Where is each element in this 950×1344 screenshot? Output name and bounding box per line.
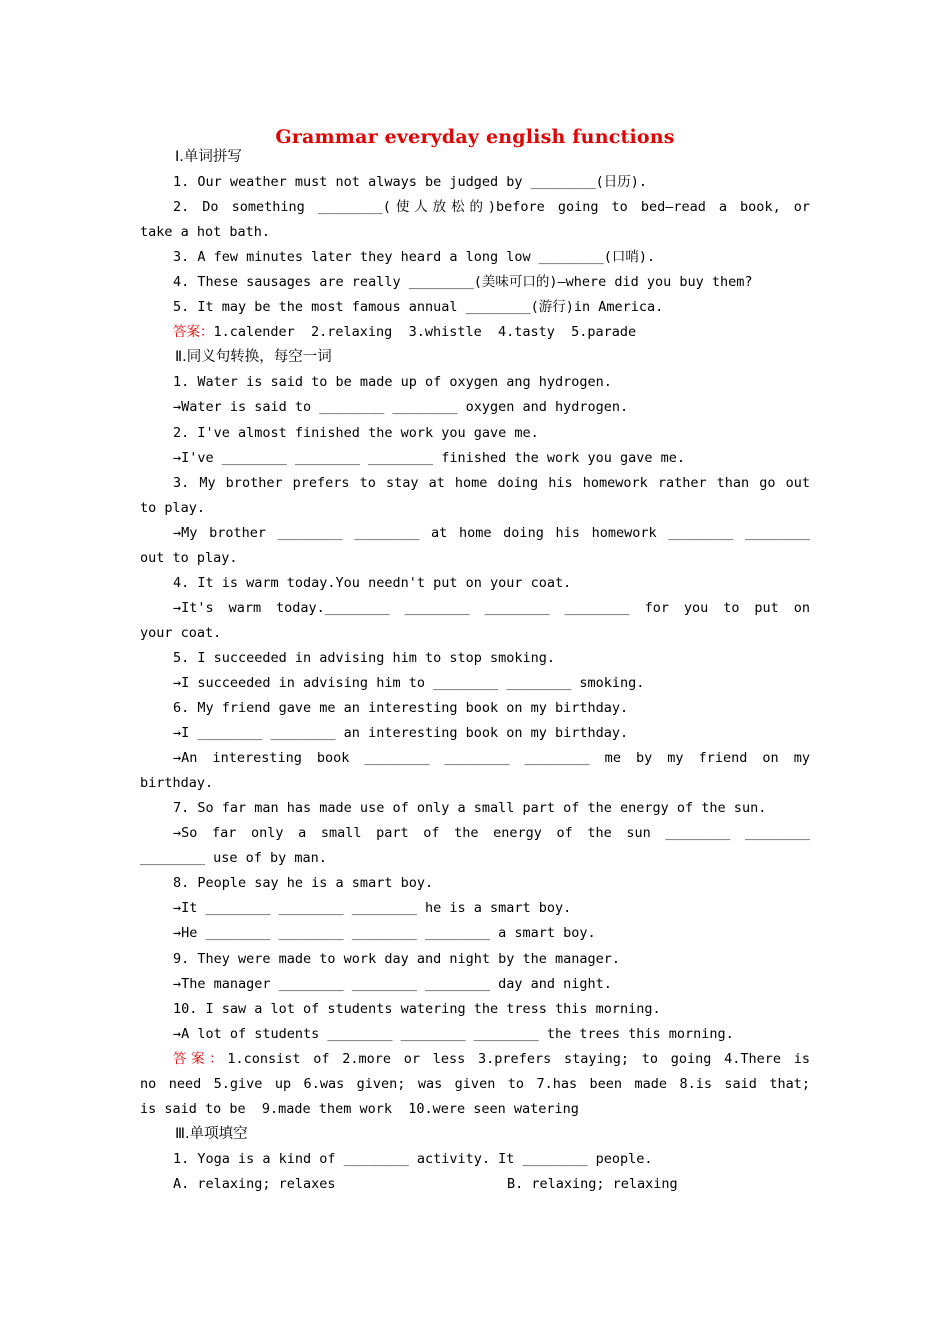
s3-option-a: A. relaxing; relaxes	[173, 1175, 336, 1192]
section-1-heading: Ⅰ.单词拼写	[175, 149, 242, 165]
s2-rewrite-10: →A lot of students ________ ________ ________ the trees this morning.	[173, 1025, 734, 1042]
s2-rewrite-3: →My brother ________ ________ at home doing his homework ________ ________	[173, 524, 810, 541]
s2-answer-text-a: 1.consist of 2.more or less 3.prefers staying; to going 4.There is	[227, 1050, 811, 1067]
s2-answers-cont-2: is said to be 9.made them work 10.were seen watering	[140, 1100, 579, 1117]
s2-question-8: 8. People say he is a smart boy.	[173, 875, 434, 892]
s2-rewrite-9: →The manager ________ ________ ________ day and night.	[173, 975, 612, 992]
s2-rewrite-4: →It's warm today.________ ________ ________ ________ for you to put on	[173, 599, 810, 616]
s1-question-4: 4. These sausages are really ________(美味可口的)—where did you buy them?	[173, 274, 753, 291]
s2-rewrite-6a: →I ________ ________ an interesting book on my birthday.	[173, 725, 629, 742]
s1-question-2: 2. Do something ________(使人放松的)before going to bed—read a book, or	[173, 199, 810, 216]
s2-rewrite-3-cont: out to play.	[140, 549, 238, 566]
s2-rewrite-4-cont: your coat.	[140, 624, 222, 641]
section-2-heading: Ⅱ.同义句转换，每空一词	[175, 349, 332, 366]
s2-answers-cont-1: no need 5.give up 6.was given; was given to 7.has been made 8.is said that;	[140, 1075, 810, 1092]
s1-question-1: 1. Our weather must not always be judged by ________(日历).	[173, 174, 648, 191]
s2-question-5: 5. I succeeded in advising him to stop smoking.	[173, 649, 556, 666]
document-title: Grammar everyday english functions	[275, 126, 675, 148]
s2-question-2: 2. I've almost finished the work you gave me.	[173, 424, 539, 441]
s1-answers	[140, 320, 810, 345]
s2-rewrite-2: →I've ________ ________ ________ finished the work you gave me.	[173, 449, 686, 466]
s2-rewrite-1: →Water is said to ________ ________ oxygen and hydrogen.	[173, 399, 629, 416]
s2-question-4: 4. It is warm today.You needn't put on your coat.	[173, 574, 572, 591]
s2-question-7: 7. So far man has made use of only a small part of the energy of the sun.	[173, 800, 767, 817]
answer-label: 答案：	[173, 324, 214, 341]
section-3-heading: Ⅲ.单项填空	[175, 1125, 248, 1142]
answer-label: 答案：	[173, 1050, 228, 1067]
s2-rewrite-8a: →It ________ ________ ________ he is a smart boy.	[173, 900, 572, 917]
s1-answer-text: 1.calender 2.relaxing 3.whistle 4.tasty 5.parade	[213, 324, 637, 341]
s2-rewrite-6b-cont: birthday.	[140, 775, 214, 792]
s2-question-10: 10. I saw a lot of students watering the tress this morning.	[173, 1000, 661, 1017]
s1-question-2-cont: take a hot bath.	[140, 224, 271, 241]
s2-rewrite-7: →So far only a small part of the energy of the sun ________ ________	[173, 825, 810, 842]
s1-question-3: 3. A few minutes later they heard a long low ________(口哨).	[173, 249, 656, 266]
s2-rewrite-7-cont: ________ use of by man.	[140, 850, 327, 867]
s2-rewrite-8b: →He ________ ________ ________ ________ a smart boy.	[173, 925, 596, 942]
s3-question-1: 1. Yoga is a kind of ________ activity. It ________ people.	[173, 1150, 653, 1167]
s2-question-6: 6. My friend gave me an interesting book on my birthday.	[173, 700, 629, 717]
s1-question-5: 5. It may be the most famous annual ________(游行)in America.	[173, 299, 664, 316]
s2-answers	[140, 1047, 810, 1072]
s2-question-1: 1. Water is said to be made up of oxygen ang hydrogen.	[173, 374, 612, 391]
s3-options-row	[140, 1172, 810, 1197]
s2-question-9: 9. They were made to work day and night by the manager.	[173, 950, 621, 967]
document-body	[140, 145, 810, 1197]
s2-question-3-cont: to play.	[140, 499, 206, 516]
s2-question-3: 3. My brother prefers to stay at home doing his homework rather than go out	[173, 474, 810, 491]
s2-rewrite-5: →I succeeded in advising him to ________ ________ smoking.	[173, 674, 645, 691]
s3-option-b: B. relaxing; relaxing	[507, 1175, 678, 1192]
s2-rewrite-6b: →An interesting book ________ ________ ________ me by my friend on my	[173, 750, 810, 767]
